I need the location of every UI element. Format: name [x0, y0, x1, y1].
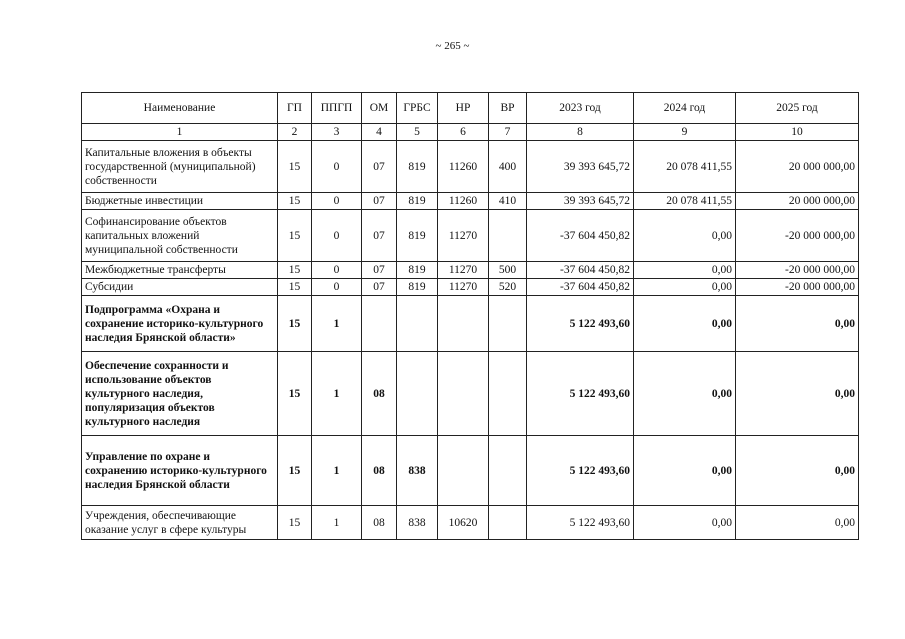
cell-gp: 15 [278, 436, 312, 506]
header-cell: 2025 год [736, 93, 859, 124]
cell-2023: 5 122 493,60 [527, 506, 634, 540]
header-row [82, 93, 859, 124]
cell-2025: -20 000 000,00 [736, 279, 859, 296]
header-cell: ОМ [362, 93, 397, 124]
column-number: 8 [527, 124, 634, 141]
cell-vr: 500 [489, 262, 527, 279]
cell-grbs: 819 [397, 262, 438, 279]
budget-table [81, 92, 859, 540]
header-cell: 2023 год [527, 93, 634, 124]
cell-vr [489, 436, 527, 506]
cell-om: 07 [362, 279, 397, 296]
cell-2025: 0,00 [736, 296, 859, 352]
cell-nr: 11270 [438, 262, 489, 279]
column-number: 10 [736, 124, 859, 141]
column-number: 4 [362, 124, 397, 141]
table-row [82, 262, 859, 279]
cell-vr [489, 296, 527, 352]
row-name: Обеспечение сохранности и использование объектов культурного наследия, популяризация объектов культурного наследия [82, 352, 278, 436]
table-row [82, 506, 859, 540]
cell-grbs: 819 [397, 193, 438, 210]
column-number: 9 [634, 124, 736, 141]
cell-vr: 400 [489, 141, 527, 193]
cell-2024: 0,00 [634, 506, 736, 540]
column-number-row [82, 124, 859, 141]
cell-nr: 10620 [438, 506, 489, 540]
cell-ppgp: 1 [312, 436, 362, 506]
cell-grbs: 819 [397, 279, 438, 296]
cell-ppgp: 0 [312, 279, 362, 296]
row-name: Межбюджетные трансферты [82, 262, 278, 279]
cell-2024: 20 078 411,55 [634, 193, 736, 210]
cell-2025: -20 000 000,00 [736, 262, 859, 279]
cell-2024: 0,00 [634, 210, 736, 262]
cell-nr [438, 436, 489, 506]
cell-ppgp: 0 [312, 262, 362, 279]
cell-2023: -37 604 450,82 [527, 279, 634, 296]
column-number: 6 [438, 124, 489, 141]
cell-om: 07 [362, 262, 397, 279]
cell-vr: 520 [489, 279, 527, 296]
cell-ppgp: 0 [312, 193, 362, 210]
header-cell: ППГП [312, 93, 362, 124]
cell-om: 08 [362, 506, 397, 540]
cell-2024: 20 078 411,55 [634, 141, 736, 193]
cell-vr [489, 506, 527, 540]
cell-nr [438, 352, 489, 436]
cell-2023: 5 122 493,60 [527, 436, 634, 506]
cell-om: 07 [362, 141, 397, 193]
cell-2025: 20 000 000,00 [736, 141, 859, 193]
column-number: 3 [312, 124, 362, 141]
cell-2023: 5 122 493,60 [527, 296, 634, 352]
cell-2024: 0,00 [634, 262, 736, 279]
column-number: 2 [278, 124, 312, 141]
header-cell: Наименование [82, 93, 278, 124]
cell-2024: 0,00 [634, 436, 736, 506]
cell-2023: -37 604 450,82 [527, 210, 634, 262]
header-cell: НР [438, 93, 489, 124]
cell-ppgp: 1 [312, 506, 362, 540]
cell-2023: 39 393 645,72 [527, 193, 634, 210]
cell-om: 08 [362, 352, 397, 436]
cell-nr: 11270 [438, 279, 489, 296]
table-row [82, 436, 859, 506]
cell-2025: 0,00 [736, 352, 859, 436]
table-row [82, 193, 859, 210]
cell-vr: 410 [489, 193, 527, 210]
cell-nr [438, 296, 489, 352]
cell-2025: 20 000 000,00 [736, 193, 859, 210]
cell-gp: 15 [278, 279, 312, 296]
cell-om [362, 296, 397, 352]
table-row [82, 352, 859, 436]
cell-2023: 5 122 493,60 [527, 352, 634, 436]
cell-vr [489, 352, 527, 436]
row-name: Бюджетные инвестиции [82, 193, 278, 210]
header-cell: ВР [489, 93, 527, 124]
table-row [82, 141, 859, 193]
row-name: Капитальные вложения в объекты государственной (муниципальной) собственности [82, 141, 278, 193]
cell-grbs [397, 296, 438, 352]
cell-2025: -20 000 000,00 [736, 210, 859, 262]
cell-ppgp: 0 [312, 210, 362, 262]
cell-gp: 15 [278, 506, 312, 540]
page-number: ~ 265 ~ [435, 40, 470, 52]
cell-ppgp: 0 [312, 141, 362, 193]
cell-gp: 15 [278, 141, 312, 193]
cell-grbs: 819 [397, 141, 438, 193]
cell-om: 08 [362, 436, 397, 506]
cell-2023: 39 393 645,72 [527, 141, 634, 193]
cell-grbs: 838 [397, 436, 438, 506]
cell-2025: 0,00 [736, 436, 859, 506]
table-row [82, 210, 859, 262]
row-name: Софинансирование объектов капитальных вложений муниципальной собственности [82, 210, 278, 262]
table-row [82, 296, 859, 352]
column-number: 7 [489, 124, 527, 141]
header-cell: ГРБС [397, 93, 438, 124]
row-name: Субсидии [82, 279, 278, 296]
cell-vr [489, 210, 527, 262]
cell-gp: 15 [278, 210, 312, 262]
cell-grbs: 838 [397, 506, 438, 540]
row-name: Учреждения, обеспечивающие оказание услуг в сфере культуры [82, 506, 278, 540]
cell-gp: 15 [278, 296, 312, 352]
cell-gp: 15 [278, 262, 312, 279]
header-cell: 2024 год [634, 93, 736, 124]
cell-ppgp: 1 [312, 352, 362, 436]
column-number: 5 [397, 124, 438, 141]
cell-2024: 0,00 [634, 279, 736, 296]
table-row [82, 279, 859, 296]
cell-om: 07 [362, 193, 397, 210]
cell-om: 07 [362, 210, 397, 262]
cell-2024: 0,00 [634, 296, 736, 352]
cell-grbs [397, 352, 438, 436]
cell-nr: 11270 [438, 210, 489, 262]
cell-nr: 11260 [438, 141, 489, 193]
cell-nr: 11260 [438, 193, 489, 210]
column-number: 1 [82, 124, 278, 141]
cell-gp: 15 [278, 193, 312, 210]
cell-2024: 0,00 [634, 352, 736, 436]
row-name: Подпрограмма «Охрана и сохранение историко-культурного наследия Брянской области» [82, 296, 278, 352]
header-cell: ГП [278, 93, 312, 124]
cell-grbs: 819 [397, 210, 438, 262]
cell-2025: 0,00 [736, 506, 859, 540]
cell-ppgp: 1 [312, 296, 362, 352]
row-name: Управление по охране и сохранению историко-культурного наследия Брянской области [82, 436, 278, 506]
cell-2023: -37 604 450,82 [527, 262, 634, 279]
cell-gp: 15 [278, 352, 312, 436]
